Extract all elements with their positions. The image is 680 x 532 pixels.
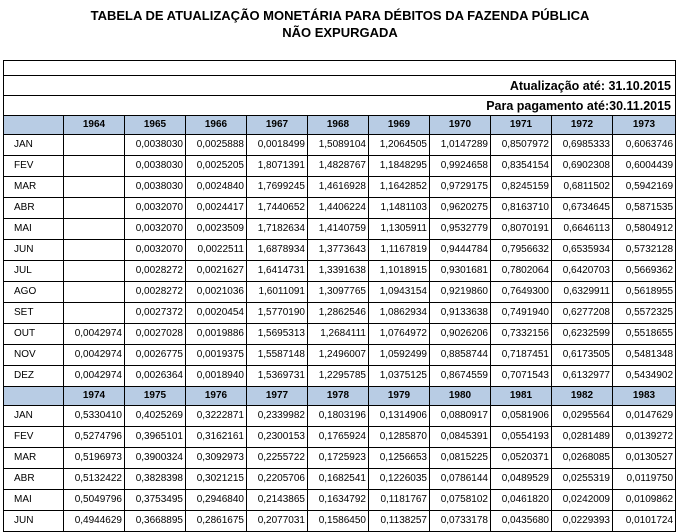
value-cell: 1,6011091 — [247, 282, 308, 303]
value-cell: 0,6420703 — [552, 261, 613, 282]
month-cell: ABR — [4, 469, 64, 490]
value-cell: 0,3668895 — [125, 511, 186, 532]
year-header-cell: 1976 — [186, 387, 247, 406]
value-cell: 0,0461820 — [491, 490, 552, 511]
value-cell: 0,0815225 — [430, 448, 491, 469]
value-cell: 0,7332156 — [491, 324, 552, 345]
value-cell: 0,1682541 — [308, 469, 369, 490]
value-cell: 0,0845391 — [430, 427, 491, 448]
value-cell: 0,2861675 — [186, 511, 247, 532]
value-cell: 0,0019886 — [186, 324, 247, 345]
value-cell: 0,5330410 — [64, 406, 125, 427]
table-row — [4, 303, 676, 324]
value-cell: 0,2300153 — [247, 427, 308, 448]
value-cell: 0,3162161 — [186, 427, 247, 448]
value-cell: 0,0130527 — [613, 448, 676, 469]
value-cell: 0,0042974 — [64, 324, 125, 345]
value-cell: 0,6734645 — [552, 198, 613, 219]
value-cell: 0,0038030 — [125, 177, 186, 198]
year-header-cell: 1969 — [369, 116, 430, 135]
value-cell: 1,5695313 — [247, 324, 308, 345]
value-cell: 0,1226035 — [369, 469, 430, 490]
value-cell: 1,3773643 — [308, 240, 369, 261]
value-cell: 1,1848295 — [369, 156, 430, 177]
month-cell: AGO — [4, 282, 64, 303]
value-cell: 0,8070191 — [491, 219, 552, 240]
month-cell: MAR — [4, 177, 64, 198]
value-cell: 1,0943154 — [369, 282, 430, 303]
value-cell: 0,7491940 — [491, 303, 552, 324]
value-cell: 0,0028272 — [125, 282, 186, 303]
value-cell: 0,0025205 — [186, 156, 247, 177]
value-cell: 1,3391638 — [308, 261, 369, 282]
year-header-corner — [4, 116, 64, 135]
value-cell: 0,0032070 — [125, 240, 186, 261]
value-cell: 1,8071391 — [247, 156, 308, 177]
value-cell: 1,0764972 — [369, 324, 430, 345]
value-cell: 0,5274796 — [64, 427, 125, 448]
value-cell: 0,0581906 — [491, 406, 552, 427]
value-cell: 0,0489529 — [491, 469, 552, 490]
value-cell — [64, 198, 125, 219]
month-cell: MAR — [4, 448, 64, 469]
value-cell: 0,0109862 — [613, 490, 676, 511]
value-cell: 0,0042974 — [64, 345, 125, 366]
month-cell: NOV — [4, 345, 64, 366]
value-cell: 1,3097765 — [308, 282, 369, 303]
value-cell: 0,5481348 — [613, 345, 676, 366]
value-cell: 0,9301681 — [430, 261, 491, 282]
value-cell: 0,9219860 — [430, 282, 491, 303]
year-header-cell: 1965 — [125, 116, 186, 135]
value-cell: 0,7071543 — [491, 366, 552, 387]
month-cell: JUL — [4, 261, 64, 282]
table-row — [4, 490, 676, 511]
value-cell: 0,1765924 — [308, 427, 369, 448]
value-cell: 1,4828767 — [308, 156, 369, 177]
year-header-cell: 1964 — [64, 116, 125, 135]
month-cell: MAI — [4, 490, 64, 511]
value-cell: 0,4025269 — [125, 406, 186, 427]
value-cell: 0,6132977 — [552, 366, 613, 387]
table-row — [4, 177, 676, 198]
value-cell: 0,6004439 — [613, 156, 676, 177]
value-cell: 0,0019375 — [186, 345, 247, 366]
value-cell: 1,2064505 — [369, 135, 430, 156]
table-row — [4, 511, 676, 532]
year-header-cell: 1973 — [613, 116, 676, 135]
value-cell: 0,0281489 — [552, 427, 613, 448]
value-cell: 0,0101724 — [613, 511, 676, 532]
value-cell: 1,4140759 — [308, 219, 369, 240]
month-cell: FEV — [4, 427, 64, 448]
value-cell: 0,0022511 — [186, 240, 247, 261]
year-header-cell: 1975 — [125, 387, 186, 406]
value-cell: 0,7187451 — [491, 345, 552, 366]
year-header-cell: 1974 — [64, 387, 125, 406]
value-cell: 0,7956632 — [491, 240, 552, 261]
year-header-cell: 1982 — [552, 387, 613, 406]
year-header-row — [4, 387, 676, 406]
table-row — [4, 448, 676, 469]
value-cell: 0,0020454 — [186, 303, 247, 324]
year-header-row — [4, 116, 676, 135]
value-cell: 0,0255319 — [552, 469, 613, 490]
value-cell: 0,5049796 — [64, 490, 125, 511]
year-header-cell: 1981 — [491, 387, 552, 406]
value-cell: 0,9924658 — [430, 156, 491, 177]
value-cell: 0,0042974 — [64, 366, 125, 387]
value-cell: 0,0038030 — [125, 156, 186, 177]
table-row — [4, 469, 676, 490]
value-cell — [64, 135, 125, 156]
value-cell: 1,7699245 — [247, 177, 308, 198]
value-cell: 0,1138257 — [369, 511, 430, 532]
value-cell: 0,6173505 — [552, 345, 613, 366]
table-row — [4, 198, 676, 219]
value-cell: 0,3965101 — [125, 427, 186, 448]
value-cell: 0,0024840 — [186, 177, 247, 198]
year-header-cell: 1983 — [613, 387, 676, 406]
value-cell: 0,0027028 — [125, 324, 186, 345]
monetary-update-table — [3, 60, 676, 532]
value-cell: 0,9133638 — [430, 303, 491, 324]
value-cell: 0,5732128 — [613, 240, 676, 261]
year-header-cell: 1968 — [308, 116, 369, 135]
value-cell: 0,0028272 — [125, 261, 186, 282]
value-cell: 0,8354154 — [491, 156, 552, 177]
value-cell: 0,5804912 — [613, 219, 676, 240]
month-cell: JUN — [4, 511, 64, 532]
value-cell: 0,0880917 — [430, 406, 491, 427]
month-cell: JAN — [4, 406, 64, 427]
value-cell: 0,7649300 — [491, 282, 552, 303]
year-header-cell: 1966 — [186, 116, 247, 135]
value-cell: 0,5132422 — [64, 469, 125, 490]
month-cell: JUN — [4, 240, 64, 261]
year-header-cell: 1972 — [552, 116, 613, 135]
value-cell: 0,2077031 — [247, 511, 308, 532]
value-cell — [64, 240, 125, 261]
table-row — [4, 366, 676, 387]
value-cell — [64, 156, 125, 177]
value-cell: 0,6902308 — [552, 156, 613, 177]
value-cell: 0,0018940 — [186, 366, 247, 387]
value-cell: 1,1481103 — [369, 198, 430, 219]
value-cell: 0,2143865 — [247, 490, 308, 511]
page-subtitle: NÃO EXPURGADA — [282, 25, 398, 40]
value-cell: 0,0032070 — [125, 219, 186, 240]
value-cell — [64, 303, 125, 324]
table-row — [4, 345, 676, 366]
value-cell: 1,2295785 — [308, 366, 369, 387]
value-cell: 1,0375125 — [369, 366, 430, 387]
table-top-spacer — [4, 61, 676, 76]
value-cell: 0,6811502 — [552, 177, 613, 198]
value-cell: 0,6646113 — [552, 219, 613, 240]
value-cell: 0,5434902 — [613, 366, 676, 387]
value-cell: 0,0295564 — [552, 406, 613, 427]
value-cell: 1,4616928 — [308, 177, 369, 198]
table-row — [4, 135, 676, 156]
year-header-cell: 1979 — [369, 387, 430, 406]
value-cell: 0,0786144 — [430, 469, 491, 490]
value-cell: 1,1167819 — [369, 240, 430, 261]
value-cell: 0,9532779 — [430, 219, 491, 240]
month-cell: ABR — [4, 198, 64, 219]
value-cell: 0,2255722 — [247, 448, 308, 469]
value-cell: 1,6878934 — [247, 240, 308, 261]
value-cell: 1,5089104 — [308, 135, 369, 156]
value-cell: 0,6232599 — [552, 324, 613, 345]
year-header-cell: 1978 — [308, 387, 369, 406]
table-row — [4, 406, 676, 427]
value-cell: 0,1314906 — [369, 406, 430, 427]
value-cell — [64, 219, 125, 240]
value-cell: 0,9444784 — [430, 240, 491, 261]
value-cell: 0,9026206 — [430, 324, 491, 345]
value-cell: 0,0027372 — [125, 303, 186, 324]
value-cell — [64, 261, 125, 282]
value-cell: 0,1803196 — [308, 406, 369, 427]
value-cell: 0,3092973 — [186, 448, 247, 469]
value-cell: 0,8507972 — [491, 135, 552, 156]
value-cell: 0,0021036 — [186, 282, 247, 303]
value-cell: 0,0229393 — [552, 511, 613, 532]
value-cell: 0,5518655 — [613, 324, 676, 345]
value-cell: 1,5587148 — [247, 345, 308, 366]
month-cell: FEV — [4, 156, 64, 177]
value-cell: 0,0026364 — [125, 366, 186, 387]
value-cell: 0,0026775 — [125, 345, 186, 366]
value-cell: 0,0021627 — [186, 261, 247, 282]
value-cell: 0,5942169 — [613, 177, 676, 198]
value-cell: 0,3900324 — [125, 448, 186, 469]
year-header-cell: 1970 — [430, 116, 491, 135]
value-cell: 0,1256653 — [369, 448, 430, 469]
month-cell: JAN — [4, 135, 64, 156]
value-cell: 0,0242009 — [552, 490, 613, 511]
value-cell: 0,8674559 — [430, 366, 491, 387]
page-title: TABELA DE ATUALIZAÇÃO MONETÁRIA PARA DÉBITOS DA FAZENDA PÚBLICA — [90, 8, 590, 23]
value-cell — [64, 177, 125, 198]
value-cell: 0,1634792 — [308, 490, 369, 511]
value-cell: 0,0024417 — [186, 198, 247, 219]
value-cell: 0,0119750 — [613, 469, 676, 490]
value-cell: 0,2339982 — [247, 406, 308, 427]
value-cell: 0,9729175 — [430, 177, 491, 198]
table-row — [4, 156, 676, 177]
value-cell: 0,0554193 — [491, 427, 552, 448]
value-cell: 1,0147289 — [430, 135, 491, 156]
value-cell: 0,3753495 — [125, 490, 186, 511]
value-cell: 0,6535934 — [552, 240, 613, 261]
value-cell: 0,8163710 — [491, 198, 552, 219]
value-cell: 0,0025888 — [186, 135, 247, 156]
value-cell: 1,6414731 — [247, 261, 308, 282]
value-cell: 1,2862546 — [308, 303, 369, 324]
value-cell: 0,3222871 — [186, 406, 247, 427]
year-header-cell: 1967 — [247, 116, 308, 135]
value-cell: 1,2496007 — [308, 345, 369, 366]
value-cell: 1,5369731 — [247, 366, 308, 387]
month-cell: SET — [4, 303, 64, 324]
value-cell: 1,4406224 — [308, 198, 369, 219]
value-cell: 0,5669362 — [613, 261, 676, 282]
year-header-cell: 1971 — [491, 116, 552, 135]
table-row — [4, 324, 676, 345]
year-header-cell: 1977 — [247, 387, 308, 406]
value-cell: 0,0023509 — [186, 219, 247, 240]
update-date-label: Atualização até: 31.10.2015 — [4, 76, 676, 96]
value-cell: 0,2946840 — [186, 490, 247, 511]
value-cell: 1,1305911 — [369, 219, 430, 240]
value-cell: 0,8858744 — [430, 345, 491, 366]
value-cell: 0,5618955 — [613, 282, 676, 303]
value-cell: 1,7182634 — [247, 219, 308, 240]
year-header-corner — [4, 387, 64, 406]
value-cell: 0,2205706 — [247, 469, 308, 490]
value-cell: 0,0758102 — [430, 490, 491, 511]
value-cell: 0,0733178 — [430, 511, 491, 532]
value-cell: 1,7440652 — [247, 198, 308, 219]
value-cell: 0,5871535 — [613, 198, 676, 219]
value-cell: 0,0032070 — [125, 198, 186, 219]
table-row — [4, 261, 676, 282]
table-row — [4, 219, 676, 240]
value-cell: 0,0018499 — [247, 135, 308, 156]
value-cell: 1,1018915 — [369, 261, 430, 282]
value-cell: 0,1586450 — [308, 511, 369, 532]
value-cell: 0,7802064 — [491, 261, 552, 282]
value-cell: 0,0520371 — [491, 448, 552, 469]
table-row — [4, 427, 676, 448]
value-cell: 0,1285870 — [369, 427, 430, 448]
year-header-cell: 1980 — [430, 387, 491, 406]
value-cell: 0,1181767 — [369, 490, 430, 511]
value-cell: 1,0592499 — [369, 345, 430, 366]
value-cell: 0,1725923 — [308, 448, 369, 469]
value-cell: 0,9620275 — [430, 198, 491, 219]
payment-date-label: Para pagamento até:30.11.2015 — [4, 96, 676, 116]
table-row — [4, 240, 676, 261]
value-cell: 0,6063746 — [613, 135, 676, 156]
month-cell: OUT — [4, 324, 64, 345]
value-cell: 0,0268085 — [552, 448, 613, 469]
value-cell: 0,3021215 — [186, 469, 247, 490]
value-cell: 0,6277208 — [552, 303, 613, 324]
month-cell: DEZ — [4, 366, 64, 387]
value-cell: 1,2684111 — [308, 324, 369, 345]
value-cell: 0,8245159 — [491, 177, 552, 198]
value-cell: 0,5572325 — [613, 303, 676, 324]
value-cell: 0,6985333 — [552, 135, 613, 156]
value-cell: 0,0435680 — [491, 511, 552, 532]
value-cell: 0,6329911 — [552, 282, 613, 303]
value-cell: 0,0139272 — [613, 427, 676, 448]
value-cell: 0,3828398 — [125, 469, 186, 490]
value-cell: 0,4944629 — [64, 511, 125, 532]
value-cell: 0,0038030 — [125, 135, 186, 156]
value-cell: 0,5196973 — [64, 448, 125, 469]
value-cell: 1,1642852 — [369, 177, 430, 198]
month-cell: MAI — [4, 219, 64, 240]
value-cell — [64, 282, 125, 303]
value-cell: 0,0147629 — [613, 406, 676, 427]
table-row — [4, 282, 676, 303]
value-cell: 1,5770190 — [247, 303, 308, 324]
value-cell: 1,0862934 — [369, 303, 430, 324]
